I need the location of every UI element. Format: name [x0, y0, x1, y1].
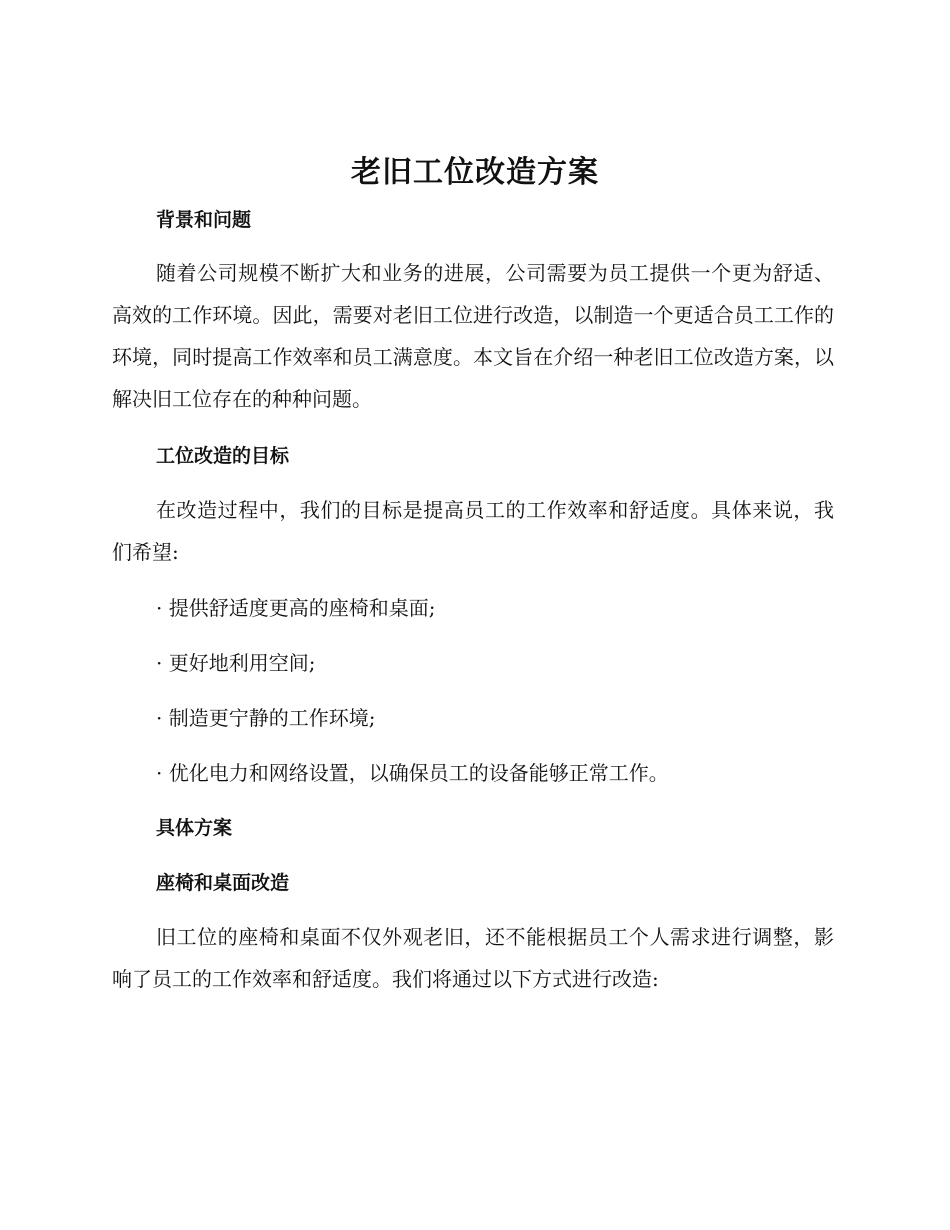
section-heading-goals: 工位改造的目标: [156, 445, 290, 467]
section-heading-plan: 具体方案: [156, 817, 233, 839]
bullet-item: · 提供舒适度更高的座椅和桌面;: [156, 596, 436, 620]
section-heading-background: 背景和问题: [156, 209, 252, 231]
paragraph-goals: 在改造过程中，我们的目标是提高员工的工作效率和舒适度。具体来说，我们希望:: [112, 498, 834, 564]
paragraph-background: 随着公司规模不断扩大和业务的进展，公司需要为员工提供一个更为舒适、高效的工作环境。因此，需要对老旧工位进行改造，以制造一个更适合员工工作的环境，同时提高工作效率和员工满意度。本文旨在介绍一种老旧工位改造方案，以解决旧工位存在的种种问题。: [112, 261, 834, 411]
document-title: 老旧工位改造方案: [351, 155, 599, 190]
section-heading-chairs-desks: 座椅和桌面改造: [156, 872, 290, 894]
bullet-item: · 优化电力和网络设置，以确保员工的设备能够正常工作。: [156, 761, 669, 785]
bullet-item: · 制造更宁静的工作环境;: [156, 706, 376, 730]
paragraph-chairs-desks: 旧工位的座椅和桌面不仅外观老旧，还不能根据员工个人需求进行调整，影响了员工的工作效率和舒适度。我们将通过以下方式进行改造:: [112, 925, 834, 991]
bullet-item: · 更好地利用空间;: [156, 651, 316, 675]
